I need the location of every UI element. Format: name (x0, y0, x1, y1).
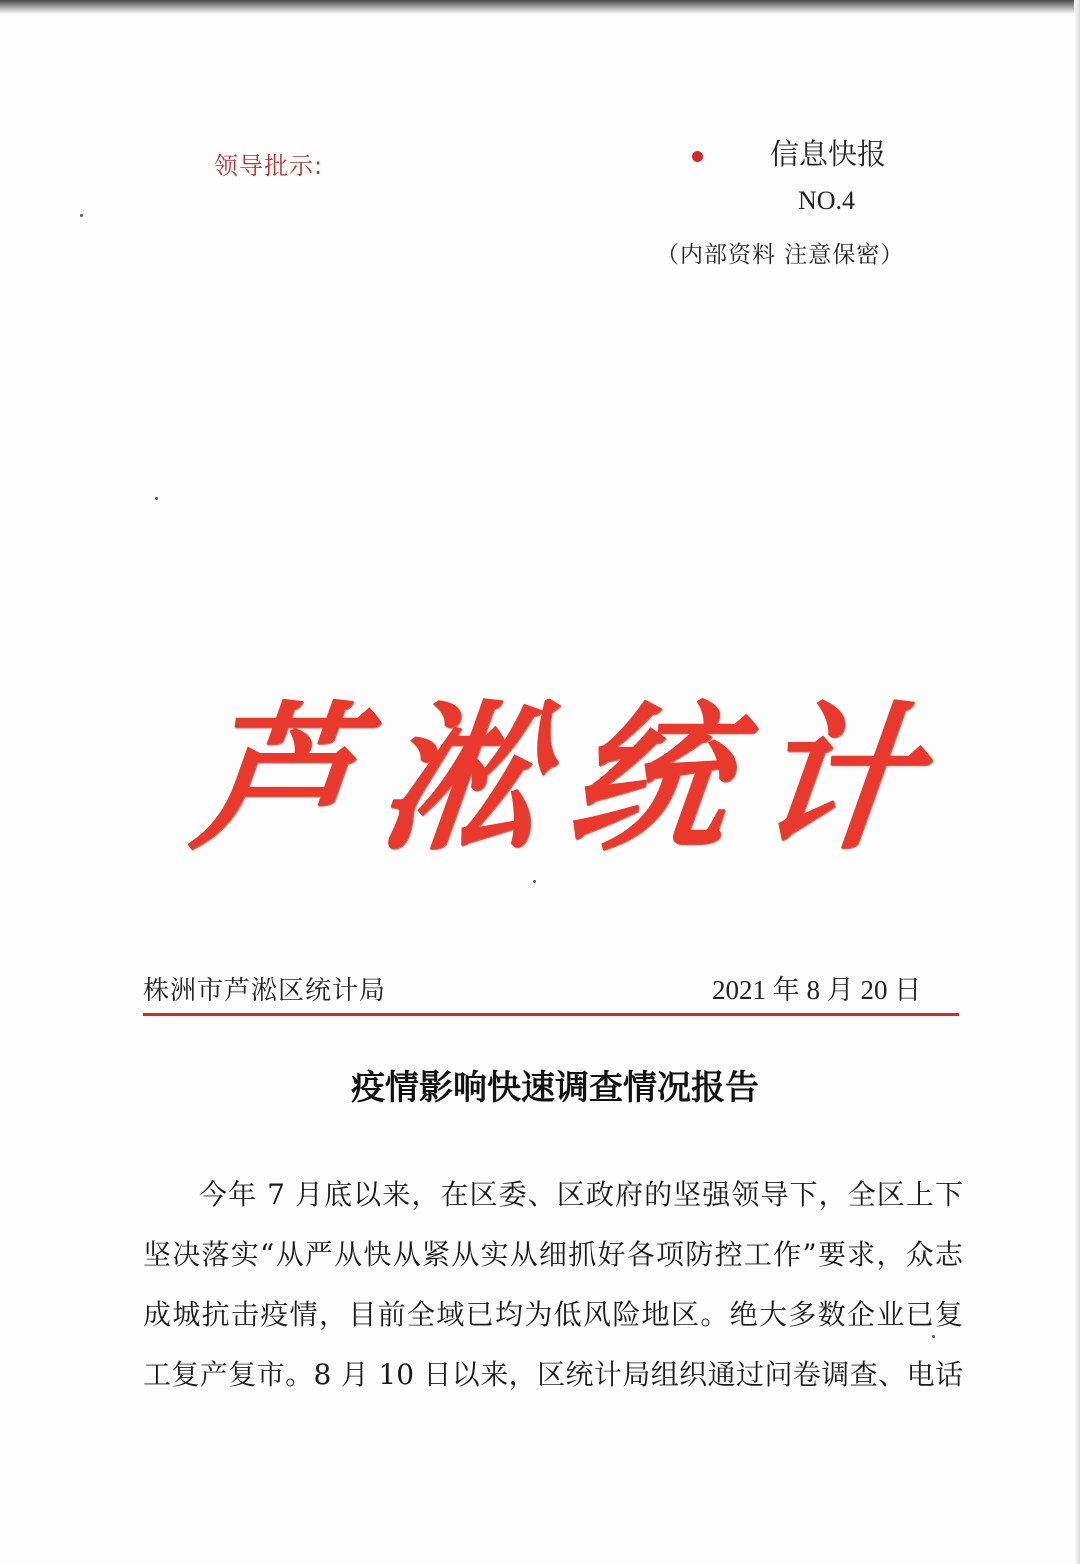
scan-speck (155, 497, 158, 500)
scan-speck (932, 1335, 935, 1338)
report-body (143, 1165, 963, 1405)
masthead-char-1: 芦 (185, 687, 363, 872)
masthead-title (185, 680, 925, 880)
scan-right-edge (1074, 0, 1080, 1564)
issuer-name: 株洲市芦淞区统计局 (143, 976, 387, 1006)
red-divider-rule (143, 1013, 959, 1016)
leader-instruction-label: 领导批示: (214, 152, 324, 180)
masthead-char-2: 淞 (372, 687, 551, 872)
confidential-note: （内部资料 注意保密） (656, 242, 905, 268)
report-title: 疫情影响快速调查情况报告 (351, 1068, 759, 1108)
bulletin-number: NO.4 (798, 186, 856, 215)
body-line-3: 成城抗击疫情，目前全域已均为低风险地区。绝大多数企业已复 (143, 1298, 963, 1331)
issue-date: 2021 年 8 月 20 日 (712, 975, 922, 1005)
scan-speck (80, 214, 83, 217)
body-line-4: 工复产复市。8 月 10 日以来，区统计局组织通过问卷调查、电话 (143, 1358, 963, 1391)
body-line-2: 坚决落实“从严从快从紧从实从细抓好各项防控工作”要求，众志 (143, 1238, 963, 1271)
scan-speck (533, 880, 536, 883)
red-dot-mark (692, 151, 703, 162)
body-line-1: 今年 7 月底以来，在区委、区政府的坚强领导下，全区上下 (199, 1178, 963, 1211)
scan-top-edge (0, 0, 1080, 14)
bulletin-title: 信息快报 (770, 137, 887, 171)
masthead-char-3: 统 (559, 687, 738, 872)
masthead-char-4: 计 (747, 687, 925, 872)
